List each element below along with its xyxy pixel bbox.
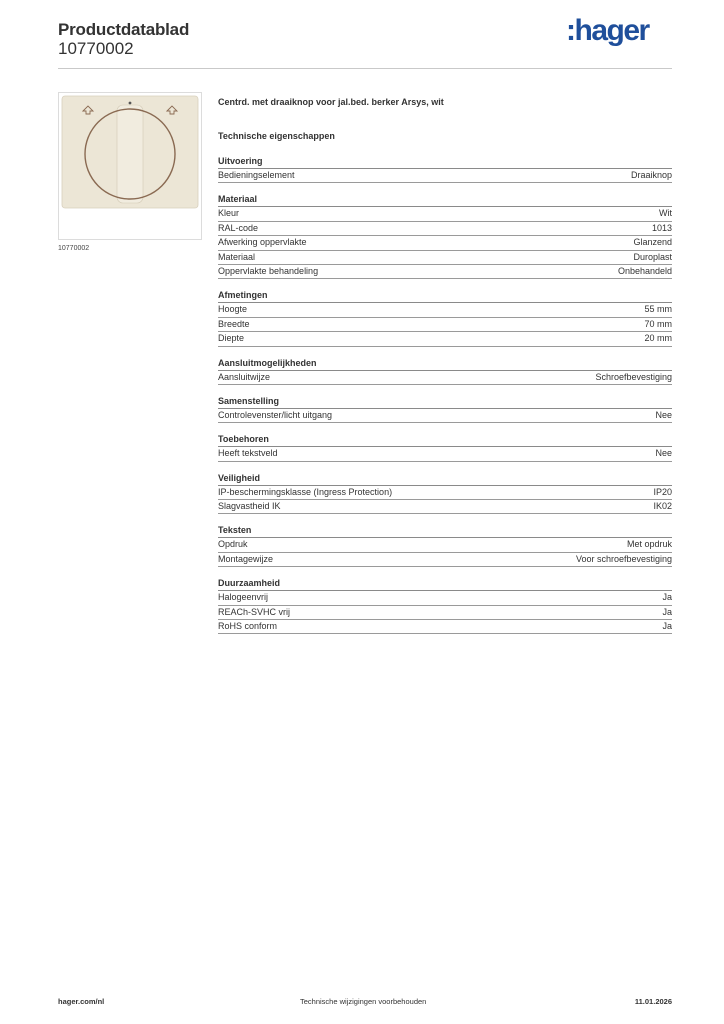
spec-row [218, 318, 672, 332]
tech-heading: Technische eigenschappen [218, 131, 335, 141]
spec-label: Slagvastheid IK [218, 501, 281, 512]
spec-row [218, 251, 672, 265]
spec-label: Opdruk [218, 539, 248, 550]
section-title: Afmetingen [218, 289, 672, 303]
footer-date: 11.01.2026 [634, 997, 672, 1006]
spec-row [218, 332, 672, 346]
spec-value: Glanzend [633, 237, 672, 248]
spec-label: Heeft tekstveld [218, 448, 278, 459]
spec-value: Wit [659, 208, 672, 219]
spec-row [218, 303, 672, 317]
spec-section [218, 193, 672, 279]
spec-value: Met opdruk [626, 539, 672, 550]
section-title: Duurzaamheid [218, 577, 672, 591]
spec-value: Draaiknop [630, 170, 672, 180]
section-title: Veiligheid [218, 472, 672, 486]
spec-row [218, 486, 672, 500]
spec-value: IP20 [653, 486, 672, 497]
spec-row [218, 538, 672, 552]
spec-row [218, 591, 672, 605]
spec-value: IK02 [653, 501, 672, 512]
spec-value: Schroefbevestiging [595, 371, 672, 382]
spec-label: Aansluitwijze [218, 371, 271, 382]
spec-section [218, 395, 672, 423]
product-title: Centrd. met draaiknop voor jal.bed. berker Arsys, wit [218, 97, 444, 107]
spec-section [218, 433, 672, 461]
spec-sections [218, 155, 672, 634]
section-title: Uitvoering [218, 155, 672, 169]
spec-label: Diepte [218, 333, 245, 344]
spec-section [218, 289, 672, 346]
spec-value: Ja [662, 606, 672, 617]
spec-value: 1013 [651, 222, 672, 233]
product-code: 10770002 [58, 39, 134, 58]
spec-label: Breedte [218, 318, 250, 329]
hager-logo: :hager [566, 14, 649, 47]
spec-row [218, 553, 672, 567]
spec-value: Ja [662, 592, 672, 603]
page-title: Productdatablad [58, 20, 190, 39]
spec-row [218, 207, 672, 221]
spec-label: Montagewijze [218, 553, 274, 564]
spec-label: Controlevenster/licht uitgang [218, 409, 333, 420]
footer-website: hager.com/nl [58, 997, 105, 1006]
spec-section [218, 357, 672, 385]
spec-section [218, 577, 672, 634]
section-title: Teksten [218, 524, 672, 538]
image-caption: 10770002 [58, 245, 90, 252]
spec-row [218, 606, 672, 620]
spec-label: Halogeenvrij [218, 592, 269, 603]
header-divider [58, 68, 672, 69]
spec-value: 70 mm [644, 318, 672, 329]
spec-row [218, 169, 672, 183]
spec-row [218, 265, 672, 279]
spec-section [218, 472, 672, 515]
spec-label: Materiaal [218, 251, 256, 262]
spec-value: Nee [655, 409, 672, 420]
spec-row [218, 447, 672, 461]
spec-value: 55 mm [644, 304, 672, 315]
spec-row [218, 371, 672, 385]
product-details [218, 95, 672, 634]
spec-section [218, 155, 672, 183]
spec-label: Oppervlakte behandeling [218, 265, 319, 276]
section-title: Samenstelling [218, 395, 672, 409]
product-image [58, 92, 202, 240]
section-title: Materiaal [218, 193, 672, 207]
spec-row [218, 236, 672, 250]
section-title: Aansluitmogelijkheden [218, 357, 672, 371]
spec-label: Hoogte [218, 304, 248, 315]
spec-value: Voor schroefbevestiging [575, 553, 672, 564]
spec-row [218, 500, 672, 514]
spec-row [218, 409, 672, 423]
spec-label: IP-beschermingsklasse (Ingress Protection) [218, 486, 393, 497]
spec-value: Onbehandeld [617, 265, 672, 276]
spec-label: RAL-code [218, 222, 259, 233]
spec-label: REACh-SVHC vrij [218, 606, 291, 617]
spec-value: Duroplast [633, 251, 672, 262]
spec-label: Afwerking oppervlakte [218, 237, 307, 248]
spec-section [218, 524, 672, 567]
spec-value: 20 mm [644, 333, 672, 344]
spec-row [218, 620, 672, 634]
spec-label: Bedieningselement [218, 170, 295, 180]
spec-value: Ja [662, 621, 672, 632]
spec-label: Kleur [218, 208, 240, 219]
footer-disclaimer: Technische wijzigingen voorbehouden [300, 997, 427, 1006]
product-illustration [59, 93, 201, 239]
spec-label: RoHS conform [218, 621, 278, 632]
section-title: Toebehoren [218, 433, 672, 447]
spec-row [218, 222, 672, 236]
spec-value: Nee [655, 448, 672, 459]
